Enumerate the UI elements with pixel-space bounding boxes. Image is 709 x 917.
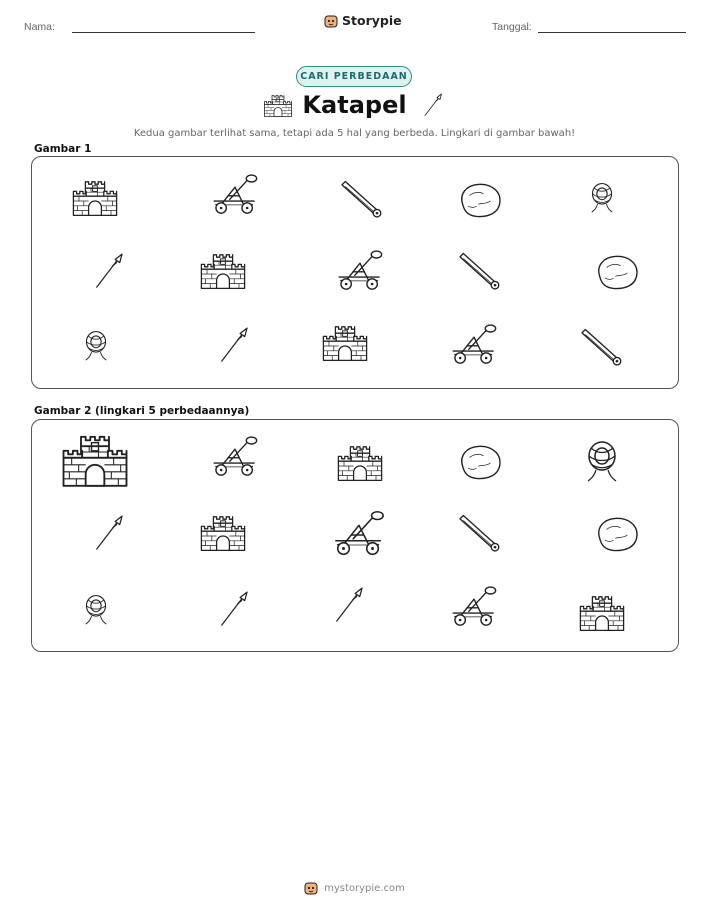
spear-icon <box>326 582 372 628</box>
catapult-icon <box>209 172 261 218</box>
rock-icon <box>591 250 643 294</box>
catapult-icon <box>448 322 500 368</box>
wooden-beam-icon <box>337 178 387 220</box>
activity-badge: CARI PERBEDAAN <box>296 66 412 87</box>
footer <box>0 881 709 895</box>
instructions: Kedua gambar terlihat sama, tetapi ada 5 hal yang berbeda. Lingkari di gambar bawah! <box>133 128 576 139</box>
castle-icon <box>578 590 626 634</box>
rock-icon <box>454 178 506 222</box>
wooden-beam-icon <box>455 512 505 554</box>
date-line[interactable] <box>538 32 686 33</box>
wooden-beam-icon <box>577 326 627 368</box>
brand-name: Storypie <box>342 13 402 28</box>
catapult-icon <box>209 434 261 480</box>
rock-icon <box>591 512 643 556</box>
rope-icon <box>74 584 118 632</box>
footer-url[interactable]: mystorypie.com <box>324 882 405 894</box>
page-title: Katapel <box>302 91 407 119</box>
rope-icon <box>572 426 632 492</box>
spear-icon <box>86 510 132 556</box>
catapult-icon <box>448 584 500 630</box>
storypie-mascot-icon <box>324 14 338 28</box>
castle-icon <box>71 175 119 219</box>
rock-icon <box>454 440 506 484</box>
date-label: Tanggal: <box>492 21 532 33</box>
rope-icon <box>74 320 118 368</box>
name-label: Nama: <box>24 21 55 33</box>
castle-icon <box>199 248 247 292</box>
spear-icon <box>418 90 448 120</box>
picture-2-label: Gambar 2 (lingkari 5 perbedaannya) <box>34 405 250 417</box>
castle-icon <box>336 440 384 484</box>
storypie-mascot-icon <box>304 881 318 895</box>
spear-icon <box>86 248 132 294</box>
brand-logo <box>324 13 402 28</box>
castle-icon <box>60 428 130 490</box>
spear-icon <box>211 586 257 632</box>
castle-icon <box>321 320 369 364</box>
name-line[interactable] <box>72 32 255 33</box>
rope-icon <box>580 172 624 220</box>
picture-1-label: Gambar 1 <box>34 143 92 155</box>
wooden-beam-icon <box>455 250 505 292</box>
catapult-icon <box>330 508 388 560</box>
catapult-icon <box>334 248 386 294</box>
spear-icon <box>211 322 257 368</box>
castle-icon <box>199 510 247 554</box>
